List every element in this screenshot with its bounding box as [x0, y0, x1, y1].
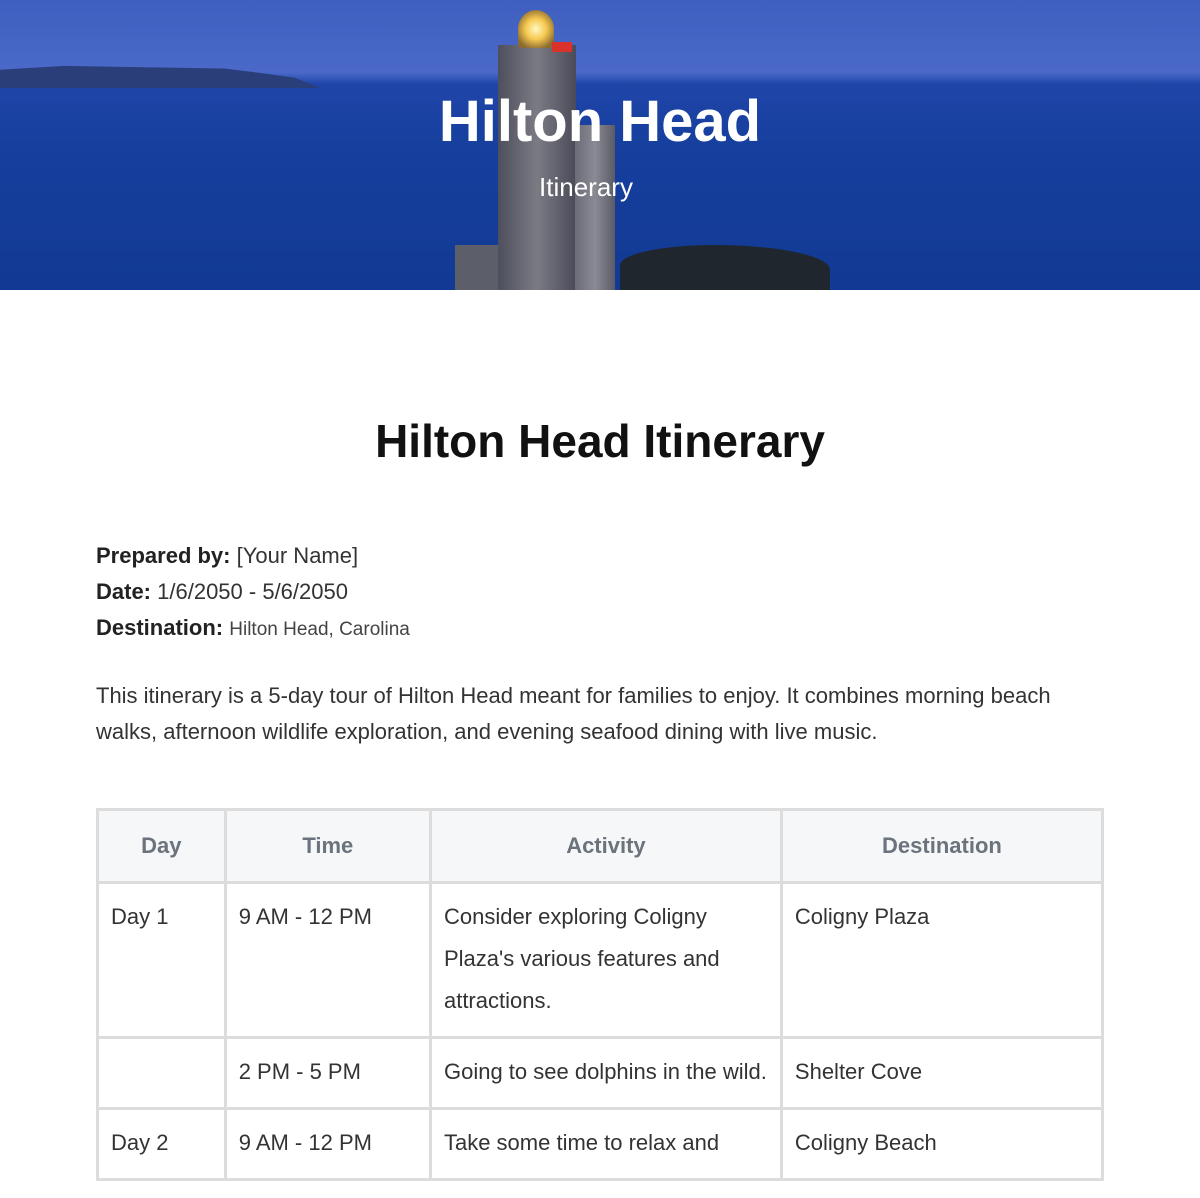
cell-day — [98, 1038, 226, 1109]
cell-text: 9 AM - 12 PM — [238, 1130, 372, 1155]
header-day: Day — [98, 810, 226, 883]
header-time: Time — [225, 810, 430, 883]
meta-label: Destination: — [96, 615, 224, 640]
cell-day — [98, 1109, 226, 1180]
header-activity: Activity — [430, 810, 781, 883]
banner-title: Hilton Head — [438, 89, 762, 154]
table-header-row — [98, 810, 1103, 883]
cell-text: 2 PM - 5 PM — [238, 1059, 361, 1084]
cell-destination — [781, 1038, 1102, 1109]
cell-destination — [781, 1109, 1102, 1180]
header-destination: Destination — [781, 810, 1102, 883]
table-row — [98, 883, 1103, 1038]
document-meta — [96, 538, 410, 648]
rocks — [620, 245, 830, 290]
lighthouse-red-light — [552, 42, 572, 52]
cell-day — [98, 883, 226, 1038]
cell-time — [225, 1038, 430, 1109]
meta-value: Hilton Head, Carolina — [229, 619, 410, 640]
meta-destination — [96, 610, 410, 648]
lighthouse-tower — [498, 45, 576, 290]
distant-headland — [0, 62, 320, 88]
cell-activity — [430, 1109, 781, 1180]
cell-activity — [430, 1038, 781, 1109]
cell-time — [225, 883, 430, 1038]
meta-date — [96, 574, 410, 610]
document-title: Hilton Head Itinerary — [375, 415, 825, 467]
meta-value: [Your Name] — [236, 543, 359, 568]
cell-text: Coligny Plaza — [794, 904, 930, 929]
cell-text: Take some time to relax and — [443, 1130, 720, 1155]
cell-text: 9 AM - 12 PM — [238, 904, 372, 929]
meta-label: Date: — [96, 579, 152, 604]
itinerary-table — [96, 808, 1104, 1181]
header-banner — [0, 0, 1200, 290]
cell-text: Consider exploring Coligny Plaza's various features and attractions. — [443, 904, 720, 1013]
cell-time — [225, 1109, 430, 1180]
cell-text: Day 1 — [111, 904, 169, 929]
cell-text: Coligny Beach — [794, 1130, 937, 1155]
lighthouse-annex — [455, 245, 500, 290]
table-row — [98, 1038, 1103, 1109]
cell-activity — [430, 883, 781, 1038]
table-row — [98, 1109, 1103, 1180]
cell-text: Going to see dolphins in the wild. — [443, 1059, 767, 1084]
banner-subtitle: Itinerary — [539, 172, 633, 202]
cell-text: Shelter Cove — [794, 1059, 923, 1084]
intro-paragraph: This itinerary is a 5-day tour of Hilton Head meant for families to enjoy. It combines morning beach walks, afternoon wildlife exploration, and evening seafood dining with live music. — [96, 683, 1051, 744]
cell-destination — [781, 883, 1102, 1038]
meta-prepared-by — [96, 538, 410, 574]
lighthouse-lamp — [518, 10, 554, 48]
meta-value: 1/6/2050 - 5/6/2050 — [157, 579, 348, 604]
meta-label: Prepared by: — [96, 543, 231, 568]
cell-text: Day 2 — [111, 1130, 169, 1155]
